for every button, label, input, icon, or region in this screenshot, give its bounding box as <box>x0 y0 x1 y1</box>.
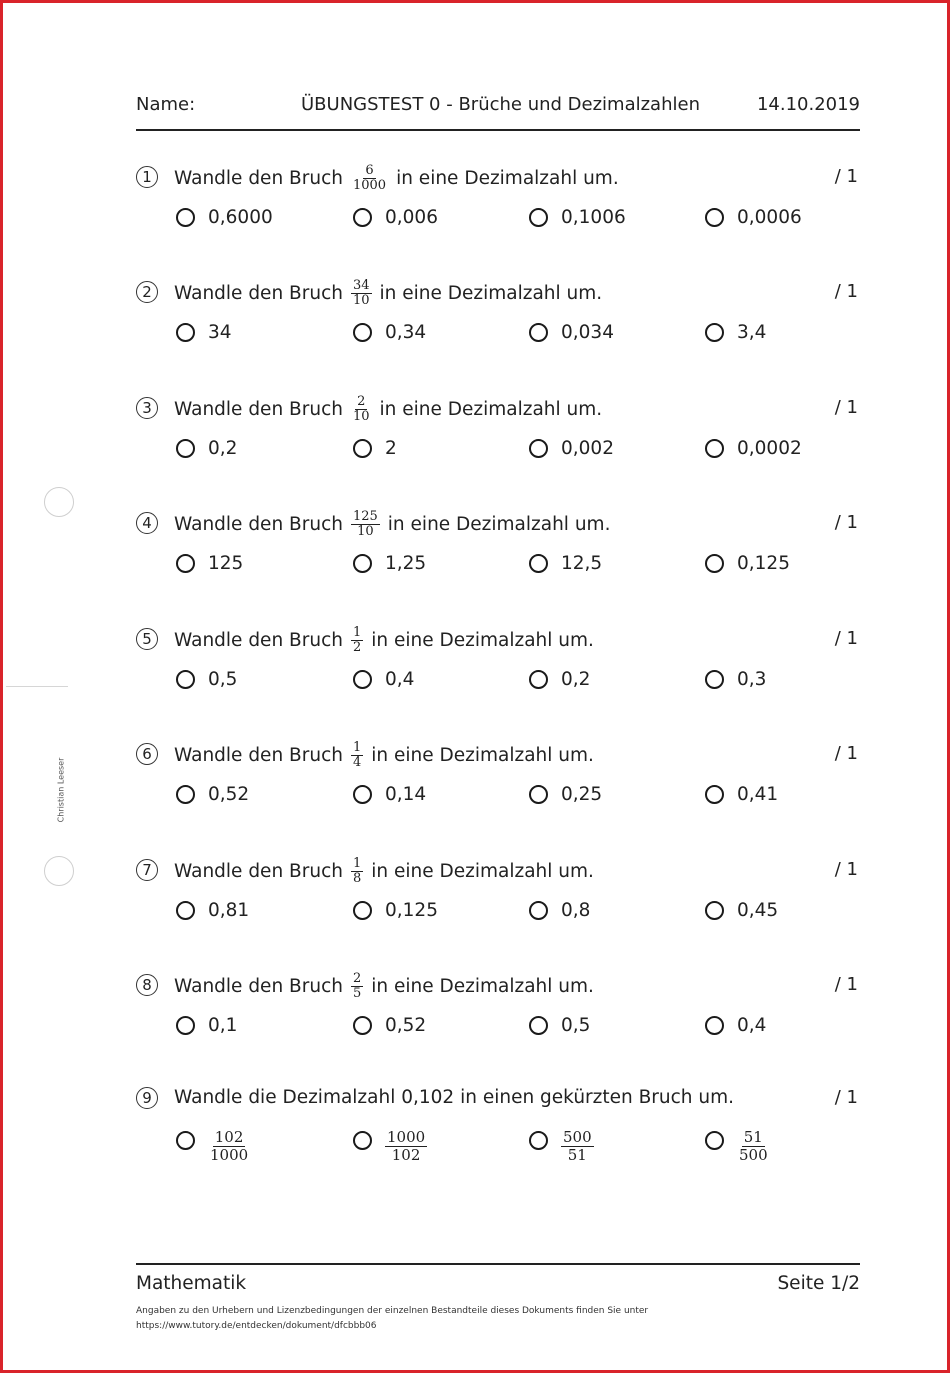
worksheet-header <box>136 94 860 120</box>
header-divider <box>136 129 860 131</box>
answer-option[interactable]: 0,4 <box>705 1012 766 1038</box>
footer-license-note <box>136 1304 648 1334</box>
radio-button[interactable] <box>353 785 372 804</box>
radio-button[interactable] <box>176 554 195 573</box>
answer-option[interactable]: 0,52 <box>176 781 249 807</box>
answer-option[interactable]: 0,1 <box>176 1012 237 1038</box>
radio-button[interactable] <box>176 439 195 458</box>
radio-button[interactable] <box>705 208 724 227</box>
radio-button[interactable] <box>705 670 724 689</box>
author-name: Christian Leeser <box>56 757 66 823</box>
question-number: 9 <box>136 1087 158 1109</box>
question-text: Wandle den Bruch $\frac{1}{8}$ in eine Dezimalzahl um. <box>174 856 594 886</box>
points-label: / 1 <box>834 281 858 302</box>
points-label: / 1 <box>834 397 858 418</box>
fraction: $\frac{2}{5}$ <box>352 971 362 1001</box>
answer-option[interactable]: 1,25 <box>353 550 426 576</box>
radio-button[interactable] <box>529 901 548 920</box>
radio-button[interactable] <box>705 785 724 804</box>
points-label: / 1 <box>834 166 858 187</box>
fraction: $\frac{34}{10}$ <box>352 278 370 308</box>
radio-button[interactable] <box>176 901 195 920</box>
fraction: $\frac{6}{1000}$ <box>352 163 387 193</box>
answer-option[interactable]: 3,4 <box>705 319 766 345</box>
question-text: Wandle den Bruch $\frac{1}{2}$ in eine Dezimalzahl um. <box>174 625 594 655</box>
fraction: $\frac{125}{10}$ <box>352 509 378 539</box>
radio-button[interactable] <box>705 554 724 573</box>
worksheet-title: ÜBUNGSTEST 0 - Brüche und Dezimalzahlen <box>301 94 700 115</box>
radio-button[interactable] <box>176 670 195 689</box>
radio-button[interactable] <box>176 208 195 227</box>
fraction: $\frac{102}{1000}$ <box>210 1128 249 1164</box>
answer-option[interactable]: 0,3 <box>705 666 766 692</box>
question-3 <box>136 395 860 495</box>
answer-option[interactable]: 0,125 <box>705 550 790 576</box>
question-number: 2 <box>136 281 158 303</box>
answer-option[interactable]: 0,125 <box>353 897 438 923</box>
answer-option[interactable]: 0,5 <box>529 1012 590 1038</box>
answer-option[interactable] <box>529 1129 594 1169</box>
radio-button[interactable] <box>529 208 548 227</box>
question-8 <box>136 972 860 1072</box>
radio-button[interactable] <box>353 554 372 573</box>
points-label: / 1 <box>834 974 858 995</box>
fraction: $\frac{1}{8}$ <box>352 856 362 886</box>
answer-option[interactable]: 0,45 <box>705 897 778 923</box>
question-number: 7 <box>136 859 158 881</box>
answer-option[interactable]: 0,002 <box>529 435 614 461</box>
question-7 <box>136 857 860 957</box>
radio-button[interactable] <box>353 208 372 227</box>
answer-option[interactable] <box>176 1129 250 1169</box>
answer-option[interactable]: 12,5 <box>529 550 602 576</box>
radio-button[interactable] <box>353 1016 372 1035</box>
fraction: $\frac{1000}{102}$ <box>387 1128 426 1164</box>
radio-button[interactable] <box>529 554 548 573</box>
question-number: 6 <box>136 743 158 765</box>
question-1 <box>136 164 860 264</box>
question-text: Wandle die Dezimalzahl 0,102 in einen gekürzten Bruch um. <box>174 1087 735 1108</box>
footer-note-link[interactable]: https://www.tutory.de/entdecken/dokument/dfcbbb06 <box>136 1321 377 1331</box>
fraction: $\frac{500}{51}$ <box>563 1128 592 1164</box>
radio-button[interactable] <box>529 785 548 804</box>
question-number: 1 <box>136 166 158 188</box>
answer-option[interactable]: 0,81 <box>176 897 249 923</box>
radio-button[interactable] <box>176 1016 195 1035</box>
answer-option[interactable]: 0,25 <box>529 781 602 807</box>
footer-subject: Mathematik <box>136 1273 247 1294</box>
answer-option[interactable]: 0,8 <box>529 897 590 923</box>
worksheet-date: 14.10.2019 <box>756 94 860 115</box>
answer-option[interactable]: 0,2 <box>176 435 237 461</box>
question-text: Wandle den Bruch $\frac{2}{10}$ in eine Dezimalzahl um. <box>174 394 603 424</box>
radio-button[interactable] <box>529 1131 548 1150</box>
points-label: / 1 <box>834 1087 858 1108</box>
radio-button[interactable] <box>529 1016 548 1035</box>
radio-button[interactable] <box>705 901 724 920</box>
answer-option[interactable]: 2 <box>353 435 397 461</box>
name-label: Name: <box>136 94 196 115</box>
answer-option[interactable]: 0,41 <box>705 781 778 807</box>
radio-button[interactable] <box>705 1131 724 1150</box>
question-text: Wandle den Bruch $\frac{6}{1000}$ in eine Dezimalzahl um. <box>174 163 619 193</box>
question-9 <box>136 1085 860 1195</box>
radio-button[interactable] <box>705 1016 724 1035</box>
radio-button[interactable] <box>176 785 195 804</box>
question-6 <box>136 741 860 841</box>
question-5 <box>136 626 860 726</box>
question-text: Wandle den Bruch $\frac{125}{10}$ in eine Dezimalzahl um. <box>174 509 611 539</box>
footer-note-line: Angaben zu den Urhebern und Lizenzbedingungen der einzelnen Bestandteile dieses Dokuments finden Sie unter <box>136 1306 649 1316</box>
question-4 <box>136 510 860 610</box>
radio-button[interactable] <box>353 323 372 342</box>
question-text: Wandle den Bruch $\frac{1}{4}$ in eine Dezimalzahl um. <box>174 740 594 770</box>
fraction: $\frac{1}{2}$ <box>352 625 362 655</box>
answer-option[interactable]: 0,1006 <box>529 204 626 230</box>
answer-option[interactable]: 0,034 <box>529 319 614 345</box>
answer-option[interactable]: 0,2 <box>529 666 590 692</box>
question-2 <box>136 279 860 379</box>
answer-option[interactable] <box>353 1129 427 1169</box>
punch-hole-top <box>44 487 74 517</box>
radio-button[interactable] <box>529 439 548 458</box>
question-text: Wandle den Bruch $\frac{34}{10}$ in eine Dezimalzahl um. <box>174 278 603 308</box>
points-label: / 1 <box>834 512 858 533</box>
radio-button[interactable] <box>529 323 548 342</box>
answer-option[interactable]: 0,006 <box>353 204 438 230</box>
answer-option[interactable]: 125 <box>176 550 243 576</box>
answer-option[interactable]: 34 <box>176 319 232 345</box>
radio-button[interactable] <box>353 1131 372 1150</box>
question-number: 3 <box>136 397 158 419</box>
answer-option[interactable]: 0,6000 <box>176 204 273 230</box>
question-number: 4 <box>136 512 158 534</box>
question-number: 8 <box>136 974 158 996</box>
answer-option[interactable]: 0,5 <box>176 666 237 692</box>
answer-option[interactable]: 0,4 <box>353 666 414 692</box>
points-label: / 1 <box>834 859 858 880</box>
radio-button[interactable] <box>176 323 195 342</box>
punch-hole-bottom <box>44 856 74 886</box>
fraction: $\frac{2}{10}$ <box>352 394 370 424</box>
points-label: / 1 <box>834 628 858 649</box>
radio-button[interactable] <box>705 323 724 342</box>
radio-button[interactable] <box>353 901 372 920</box>
footer-page-number: Seite 1/2 <box>777 1273 860 1294</box>
answer-option[interactable]: 0,0002 <box>705 435 802 461</box>
question-number: 5 <box>136 628 158 650</box>
radio-button[interactable] <box>353 439 372 458</box>
fold-mark <box>6 686 68 687</box>
fraction: $\frac{1}{4}$ <box>352 740 362 770</box>
answer-option[interactable]: 0,34 <box>353 319 426 345</box>
answer-option[interactable] <box>705 1129 770 1169</box>
radio-button[interactable] <box>529 670 548 689</box>
radio-button[interactable] <box>176 1131 195 1150</box>
footer-divider <box>136 1263 860 1265</box>
answer-option[interactable]: 0,0006 <box>705 204 802 230</box>
answer-option[interactable]: 0,52 <box>353 1012 426 1038</box>
fraction: $\frac{51}{500}$ <box>739 1128 768 1164</box>
points-label: / 1 <box>834 743 858 764</box>
radio-button[interactable] <box>353 670 372 689</box>
question-text: Wandle den Bruch $\frac{2}{5}$ in eine Dezimalzahl um. <box>174 971 594 1001</box>
radio-button[interactable] <box>705 439 724 458</box>
answer-option[interactable]: 0,14 <box>353 781 426 807</box>
